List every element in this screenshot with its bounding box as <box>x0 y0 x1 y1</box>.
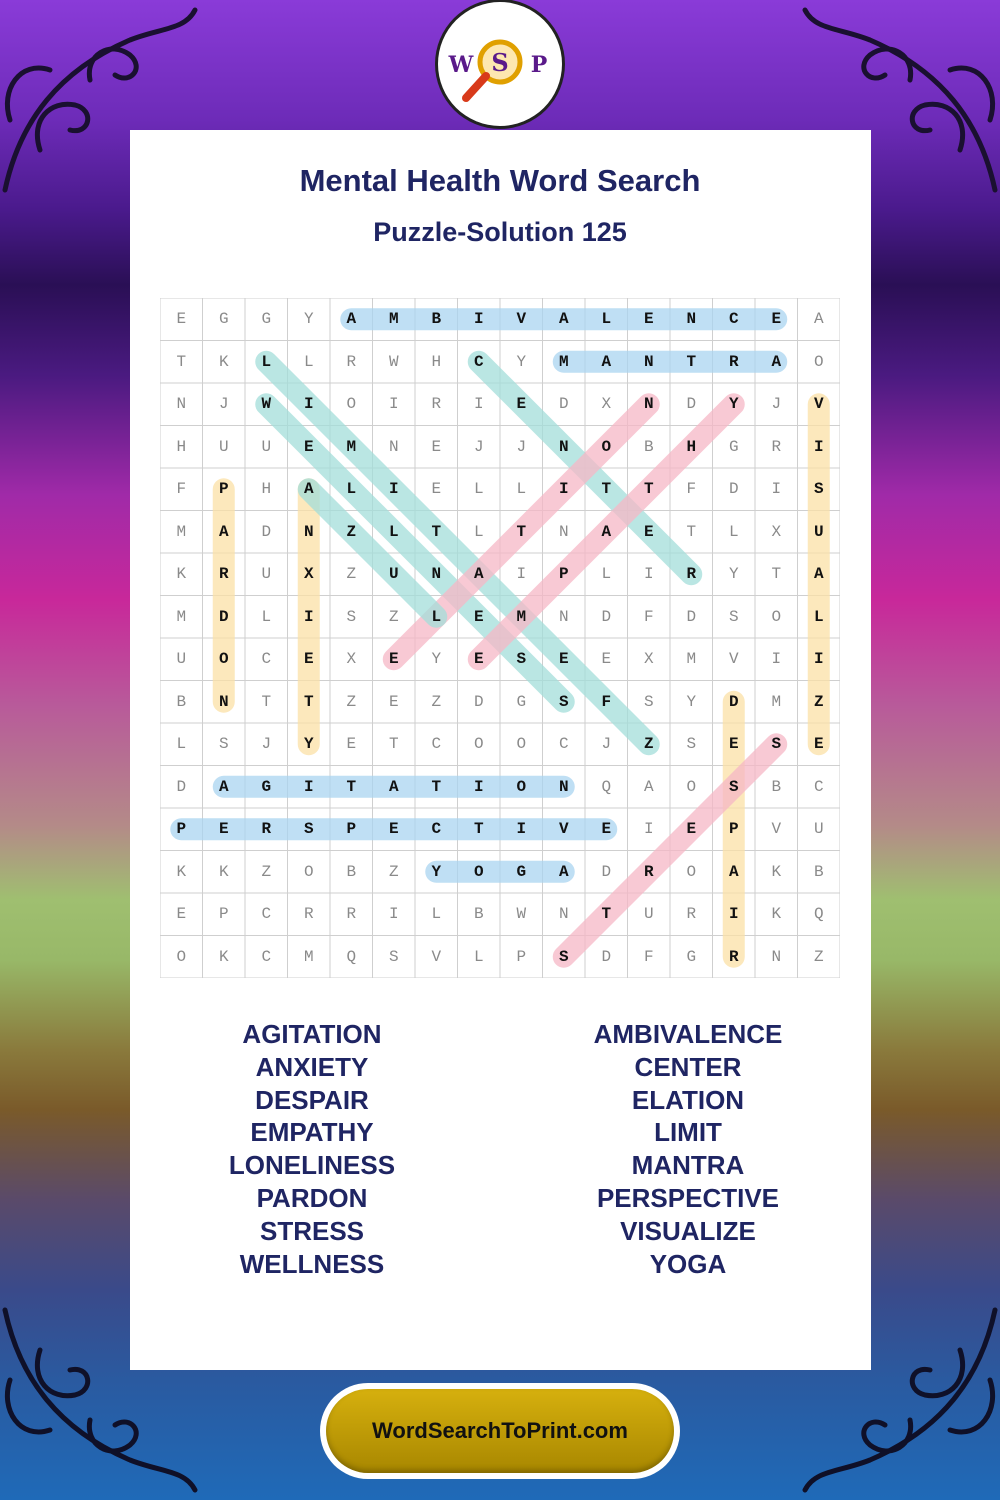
grid-cell[interactable]: E <box>388 820 399 838</box>
grid-cell[interactable]: N <box>176 395 187 413</box>
grid-cell[interactable]: R <box>728 947 739 966</box>
word-list-item: VISUALIZE <box>620 1215 756 1246</box>
grid-cell[interactable]: E <box>431 480 442 498</box>
magnifier-logo-icon <box>438 2 562 126</box>
word-list-item: DESPAIR <box>255 1084 369 1115</box>
grid-cell[interactable]: P <box>728 820 739 838</box>
grid-cell[interactable]: N <box>558 607 569 626</box>
grid-cell[interactable]: D <box>558 395 569 413</box>
grid-cell[interactable]: U <box>813 820 824 838</box>
grid-cell[interactable]: H <box>176 437 187 456</box>
grid-cell[interactable]: D <box>601 947 612 966</box>
grid-cell[interactable]: G <box>261 777 272 796</box>
grid-cell[interactable]: Y <box>303 735 314 753</box>
grid-cell[interactable]: P <box>218 480 229 498</box>
grid-cell[interactable]: U <box>261 565 272 583</box>
grid-cell[interactable]: P <box>558 565 569 583</box>
word-list-item: STRESS <box>259 1215 365 1246</box>
grid-cell[interactable]: L <box>728 522 739 541</box>
grid-cell[interactable]: N <box>771 947 782 966</box>
grid-cell[interactable]: T <box>176 352 187 371</box>
grid-cell[interactable]: T <box>516 522 527 541</box>
grid-cell[interactable]: J <box>473 437 484 456</box>
grid-cell[interactable]: K <box>176 565 187 583</box>
grid-cell[interactable]: E <box>176 310 187 328</box>
grid-cell[interactable]: E <box>771 310 782 328</box>
grid-cell[interactable]: A <box>728 862 739 881</box>
grid-cell[interactable]: E <box>686 820 697 838</box>
grid-cell[interactable]: A <box>643 777 654 796</box>
grid-cell[interactable]: B <box>473 905 484 923</box>
grid-cell[interactable]: O <box>346 395 357 413</box>
logo-letter-p: P <box>530 52 548 78</box>
grid-cell[interactable]: G <box>516 692 527 711</box>
grid-cell[interactable]: O <box>473 735 484 753</box>
grid-cell[interactable]: C <box>261 947 272 966</box>
grid-cell[interactable]: V <box>771 820 782 838</box>
grid-cell[interactable]: Z <box>813 692 824 711</box>
grid-cell[interactable]: N <box>558 777 569 796</box>
grid-cell[interactable]: N <box>431 565 442 583</box>
grid-cell[interactable]: V <box>431 947 442 966</box>
grid-cell[interactable]: A <box>303 480 314 498</box>
grid-cell[interactable]: R <box>431 395 442 413</box>
grid-cell[interactable]: O <box>686 862 697 881</box>
grid-cell[interactable]: Z <box>261 862 272 881</box>
grid-cell[interactable]: J <box>218 395 229 413</box>
grid-cell[interactable]: O <box>601 437 612 456</box>
grid-cell[interactable]: W <box>516 905 527 923</box>
grid-cell[interactable]: T <box>346 777 357 796</box>
grid-cell[interactable]: O <box>813 352 824 371</box>
grid-cell[interactable]: K <box>176 862 187 881</box>
grid-cell[interactable]: D <box>686 395 697 413</box>
grid-cell[interactable]: Z <box>346 565 357 583</box>
grid-cell[interactable]: Z <box>388 862 399 881</box>
grid-cell[interactable]: E <box>303 437 314 456</box>
grid-cell[interactable]: J <box>771 395 782 413</box>
grid-cell[interactable]: M <box>346 437 357 456</box>
grid-cell[interactable]: L <box>261 352 272 371</box>
grid-cell[interactable]: C <box>431 820 442 838</box>
grid-cell[interactable]: O <box>176 947 187 966</box>
word-list-item: AGITATION <box>242 1019 382 1049</box>
grid-cell[interactable]: B <box>431 310 442 328</box>
grid-cell[interactable]: T <box>261 692 272 711</box>
grid-cell[interactable]: A <box>218 522 229 541</box>
word-list-item: AMBIVALENCE <box>593 1019 783 1049</box>
grid-cell[interactable]: T <box>431 777 442 796</box>
grid-cell[interactable]: Y <box>303 310 314 328</box>
grid-cell[interactable]: T <box>643 480 654 498</box>
grid-cell[interactable]: I <box>303 395 314 413</box>
grid-cell[interactable]: D <box>686 607 697 626</box>
grid-cell[interactable]: I <box>473 395 484 413</box>
grid-cell[interactable]: S <box>686 735 697 753</box>
page-subtitle: Puzzle-Solution 125 <box>373 217 627 247</box>
grid-cell[interactable]: A <box>473 565 484 583</box>
grid-cell[interactable]: Y <box>516 352 527 371</box>
grid-cell[interactable]: L <box>601 565 612 583</box>
grid-cell[interactable]: I <box>813 650 824 668</box>
grid-cell[interactable]: G <box>218 310 229 328</box>
grid-cell[interactable]: S <box>388 947 399 966</box>
grid-cell[interactable]: G <box>261 310 272 328</box>
grid-cell[interactable]: P <box>176 820 187 838</box>
grid-cell[interactable]: D <box>601 862 612 881</box>
grid-cell[interactable]: L <box>473 522 484 541</box>
grid-cell[interactable]: A <box>601 352 612 371</box>
grid-cell[interactable]: K <box>218 862 229 881</box>
grid-cell[interactable]: I <box>813 437 824 456</box>
grid-cell[interactable]: P <box>516 947 527 966</box>
grid-cell[interactable]: Y <box>728 395 739 413</box>
grid-cell[interactable]: G <box>728 437 739 456</box>
grid-cell[interactable]: Q <box>813 905 824 923</box>
word-list-item: PERSPECTIVE <box>596 1182 780 1213</box>
grid-cell[interactable]: U <box>388 565 399 583</box>
grid-cell[interactable]: N <box>558 905 569 923</box>
grid-cell[interactable]: H <box>261 480 272 498</box>
grid-cell[interactable]: H <box>686 437 697 456</box>
grid-cell[interactable]: K <box>771 905 782 923</box>
grid-cell[interactable]: F <box>176 480 187 498</box>
grid-cell[interactable]: Q <box>601 777 612 796</box>
grid-cell[interactable]: S <box>558 947 569 966</box>
word-list-item: WELLNESS <box>239 1248 385 1279</box>
grid-cell[interactable]: V <box>516 310 527 328</box>
grid-cell[interactable]: J <box>516 437 527 456</box>
grid-cell[interactable]: M <box>686 650 697 668</box>
grid-cell[interactable]: U <box>813 522 824 541</box>
grid-cell[interactable]: L <box>303 352 314 371</box>
grid-cell[interactable]: E <box>431 437 442 456</box>
grid-cell[interactable]: N <box>218 692 229 711</box>
grid-cell[interactable]: C <box>813 777 824 796</box>
grid-cell[interactable]: B <box>643 437 654 456</box>
grid-cell[interactable]: B <box>176 692 187 711</box>
word-list-item: LIMIT <box>654 1117 722 1148</box>
grid-cell[interactable]: R <box>303 905 314 923</box>
grid-cell[interactable]: L <box>431 905 442 923</box>
grid-cell[interactable]: E <box>473 650 484 668</box>
grid-cell[interactable]: M <box>303 947 314 966</box>
grid-cell[interactable]: E <box>813 735 824 753</box>
grid-cell[interactable]: R <box>771 437 782 456</box>
grid-cell[interactable]: E <box>558 650 569 668</box>
grid-cell[interactable]: R <box>346 905 357 923</box>
grid-cell[interactable]: D <box>176 777 187 796</box>
grid-cell[interactable]: O <box>473 862 484 881</box>
grid-cell[interactable]: S <box>771 735 782 753</box>
grid-cell[interactable]: T <box>686 522 697 541</box>
grid-cell[interactable]: U <box>218 437 229 456</box>
grid-cell[interactable]: E <box>473 607 484 626</box>
grid-cell[interactable]: Y <box>431 862 442 881</box>
grid-cell[interactable]: A <box>346 310 357 328</box>
grid-cell[interactable]: V <box>728 650 739 668</box>
grid-cell[interactable]: C <box>473 352 484 371</box>
grid-cell[interactable]: T <box>601 905 612 923</box>
grid-cell[interactable]: M <box>771 692 782 711</box>
grid-cell[interactable]: E <box>346 735 357 753</box>
grid-cell[interactable]: N <box>643 352 654 371</box>
grid-cell[interactable]: Q <box>346 947 357 966</box>
grid-cell[interactable]: M <box>516 607 527 626</box>
grid-cell[interactable]: M <box>176 522 187 541</box>
grid-cell[interactable]: I <box>771 650 782 668</box>
grid-cell[interactable]: N <box>643 395 654 413</box>
grid-cell[interactable]: G <box>686 947 697 966</box>
logo-letter-s: S <box>491 48 509 77</box>
grid-cell[interactable]: Z <box>388 607 399 626</box>
grid-cell[interactable]: A <box>813 565 824 583</box>
grid-cell[interactable]: I <box>303 607 314 626</box>
grid-cell[interactable]: S <box>728 607 739 626</box>
grid-cell[interactable]: E <box>176 905 187 923</box>
grid-cell[interactable]: F <box>601 692 612 711</box>
word-list-item: ANXIETY <box>255 1051 369 1082</box>
grid-cell[interactable]: Z <box>346 692 357 711</box>
grid-cell[interactable]: F <box>686 480 697 498</box>
grid-cell[interactable]: R <box>261 820 272 838</box>
grid-cell[interactable]: B <box>771 777 782 796</box>
grid-cell[interactable]: Z <box>643 735 654 753</box>
grid-cell[interactable]: D <box>218 607 229 626</box>
grid-cell[interactable]: C <box>261 905 272 923</box>
grid-cell[interactable]: L <box>601 310 612 328</box>
grid-cell[interactable]: N <box>686 310 697 328</box>
grid-cell[interactable]: M <box>176 607 187 626</box>
grid-cell[interactable]: B <box>813 862 824 881</box>
grid-cell[interactable]: I <box>771 480 782 498</box>
word-list-item: PARDON <box>256 1182 368 1213</box>
page-title: Mental Health Word Search <box>299 163 701 198</box>
grid-cell[interactable]: J <box>601 735 612 753</box>
grid-cell[interactable]: R <box>643 862 654 881</box>
grid-cell[interactable]: K <box>218 352 229 371</box>
grid-cell[interactable]: E <box>643 310 654 328</box>
grid-cell[interactable]: U <box>176 650 187 668</box>
grid-cell[interactable]: W <box>261 395 272 413</box>
word-list-right <box>538 1018 838 1280</box>
grid-cell[interactable]: L <box>516 480 527 498</box>
grid-cell[interactable]: E <box>388 650 399 668</box>
word-list-item: MANTRA <box>631 1150 745 1181</box>
grid-cell[interactable]: I <box>728 905 739 923</box>
grid-cell[interactable]: S <box>558 692 569 711</box>
logo-letter-w: W <box>448 52 474 78</box>
grid-cell[interactable]: E <box>303 650 314 668</box>
grid-cell[interactable]: X <box>771 522 782 541</box>
grid-cell[interactable]: Y <box>728 565 739 583</box>
grid-cell[interactable]: S <box>643 692 654 711</box>
grid-cell[interactable]: D <box>601 607 612 626</box>
grid-cell[interactable]: R <box>686 565 697 583</box>
grid-cell[interactable]: X <box>601 395 612 413</box>
grid-cell[interactable]: Z <box>813 947 824 966</box>
grid-cell[interactable]: O <box>516 735 527 753</box>
grid-cell[interactable]: A <box>388 777 399 796</box>
grid-cell[interactable]: I <box>516 565 527 583</box>
logo[interactable] <box>438 2 562 126</box>
grid-cell[interactable]: I <box>643 565 654 583</box>
grid-cell[interactable]: I <box>558 480 569 498</box>
grid-cell[interactable]: K <box>218 947 229 966</box>
grid-cell[interactable]: G <box>516 862 527 881</box>
grid-cell[interactable]: M <box>558 352 569 371</box>
grid-cell[interactable]: C <box>558 735 569 753</box>
grid-cell[interactable]: X <box>643 650 654 668</box>
grid-cell[interactable]: R <box>218 565 229 583</box>
grid-cell[interactable]: R <box>346 352 357 371</box>
grid-cell[interactable]: E <box>643 522 654 541</box>
grid-cell[interactable]: I <box>303 777 314 796</box>
grid-cell[interactable]: L <box>176 735 187 753</box>
word-list-left <box>162 1018 462 1280</box>
grid-cell[interactable]: O <box>218 650 229 668</box>
grid-cell[interactable]: N <box>388 437 399 456</box>
grid-cell[interactable]: O <box>686 777 697 796</box>
grid-cell[interactable]: X <box>303 565 314 583</box>
grid-cell[interactable]: N <box>303 522 314 541</box>
grid-cell[interactable]: V <box>558 820 569 838</box>
grid-cell[interactable]: E <box>218 820 229 838</box>
grid-cell[interactable]: D <box>261 522 272 541</box>
grid-cell[interactable]: C <box>261 650 272 668</box>
grid-cell[interactable]: A <box>601 522 612 541</box>
grid-cell[interactable]: A <box>813 310 824 328</box>
grid-cell[interactable]: I <box>516 820 527 838</box>
grid-cell[interactable]: C <box>431 735 442 753</box>
grid-cell[interactable]: U <box>643 905 654 923</box>
grid-cell[interactable]: L <box>813 607 824 626</box>
grid-cell[interactable]: L <box>261 607 272 626</box>
grid-cell[interactable]: D <box>728 480 739 498</box>
grid-cell[interactable]: A <box>558 310 569 328</box>
grid-cell[interactable]: U <box>261 437 272 456</box>
grid-cell[interactable]: L <box>473 480 484 498</box>
grid-cell[interactable]: T <box>303 692 314 711</box>
grid-cell[interactable]: C <box>728 310 739 328</box>
word-search-grid[interactable] <box>160 298 840 978</box>
grid-cell[interactable]: P <box>346 820 357 838</box>
grid-cell[interactable]: A <box>218 777 229 796</box>
grid-cell[interactable]: E <box>388 692 399 711</box>
grid-cell[interactable]: P <box>218 905 229 923</box>
grid-cell[interactable]: E <box>728 735 739 753</box>
grid-cell[interactable]: S <box>813 480 824 498</box>
grid-cell[interactable]: A <box>771 352 782 371</box>
grid-cell[interactable]: I <box>388 480 399 498</box>
grid-cell[interactable]: E <box>601 650 612 668</box>
grid-cell[interactable]: O <box>303 862 314 881</box>
grid-cell[interactable]: Z <box>346 522 357 541</box>
grid-cell[interactable]: Y <box>431 650 442 668</box>
grid-cell[interactable]: I <box>473 310 484 328</box>
grid-cell[interactable]: E <box>516 395 527 413</box>
grid-cell[interactable]: H <box>431 352 442 371</box>
grid-cell[interactable]: L <box>431 607 442 626</box>
word-list-item: YOGA <box>649 1248 727 1279</box>
grid-cell[interactable]: S <box>728 777 739 796</box>
grid-cell[interactable]: Y <box>686 692 697 711</box>
grid-cell[interactable]: T <box>431 522 442 541</box>
grid-cell[interactable]: E <box>601 820 612 838</box>
grid-cell[interactable]: A <box>558 862 569 881</box>
grid-cell[interactable]: B <box>346 862 357 881</box>
grid-cell[interactable]: R <box>686 905 697 923</box>
grid-cell[interactable]: D <box>473 692 484 711</box>
grid-cell[interactable]: I <box>473 777 484 796</box>
grid-cell[interactable]: M <box>388 310 399 328</box>
grid-cell[interactable]: I <box>388 905 399 923</box>
grid-cell[interactable]: T <box>686 352 697 371</box>
grid-cell[interactable]: S <box>218 735 229 753</box>
grid-cell[interactable]: O <box>771 607 782 626</box>
word-list-item: LONELINESS <box>228 1150 396 1181</box>
grid-cell[interactable]: N <box>558 522 569 541</box>
grid-cell[interactable]: T <box>601 480 612 498</box>
word-list-item: ELATION <box>631 1084 745 1115</box>
grid-cell[interactable]: Z <box>431 692 442 711</box>
grid-cell[interactable]: N <box>558 437 569 456</box>
grid-cell[interactable]: L <box>388 522 399 541</box>
grid-cell[interactable]: T <box>473 820 484 838</box>
grid-cell[interactable]: L <box>346 480 357 498</box>
grid-cell[interactable]: S <box>303 820 314 838</box>
grid-cell[interactable]: T <box>388 735 399 753</box>
grid-cell[interactable]: D <box>728 692 739 711</box>
grid-cell[interactable]: V <box>813 395 824 413</box>
word-list-item: CENTER <box>634 1051 742 1082</box>
grid-cell[interactable]: X <box>346 650 357 668</box>
grid-cell[interactable]: O <box>516 777 527 796</box>
grid-cell[interactable]: I <box>643 820 654 838</box>
word-list-item: EMPATHY <box>250 1117 374 1148</box>
grid-cell[interactable]: W <box>388 352 399 371</box>
grid-cell[interactable]: S <box>516 650 527 668</box>
grid-cell[interactable]: J <box>261 735 272 753</box>
grid-cell[interactable]: F <box>643 607 654 626</box>
grid-cell[interactable]: K <box>771 862 782 881</box>
grid-cell[interactable]: L <box>473 947 484 966</box>
grid-cell[interactable]: F <box>643 947 654 966</box>
grid-cell[interactable]: T <box>771 565 782 583</box>
grid-cell[interactable]: R <box>728 352 739 371</box>
grid-cell[interactable]: S <box>346 607 357 626</box>
footer-site-link[interactable]: WordSearchToPrint.com <box>372 1418 628 1443</box>
grid-cell[interactable]: I <box>388 395 399 413</box>
